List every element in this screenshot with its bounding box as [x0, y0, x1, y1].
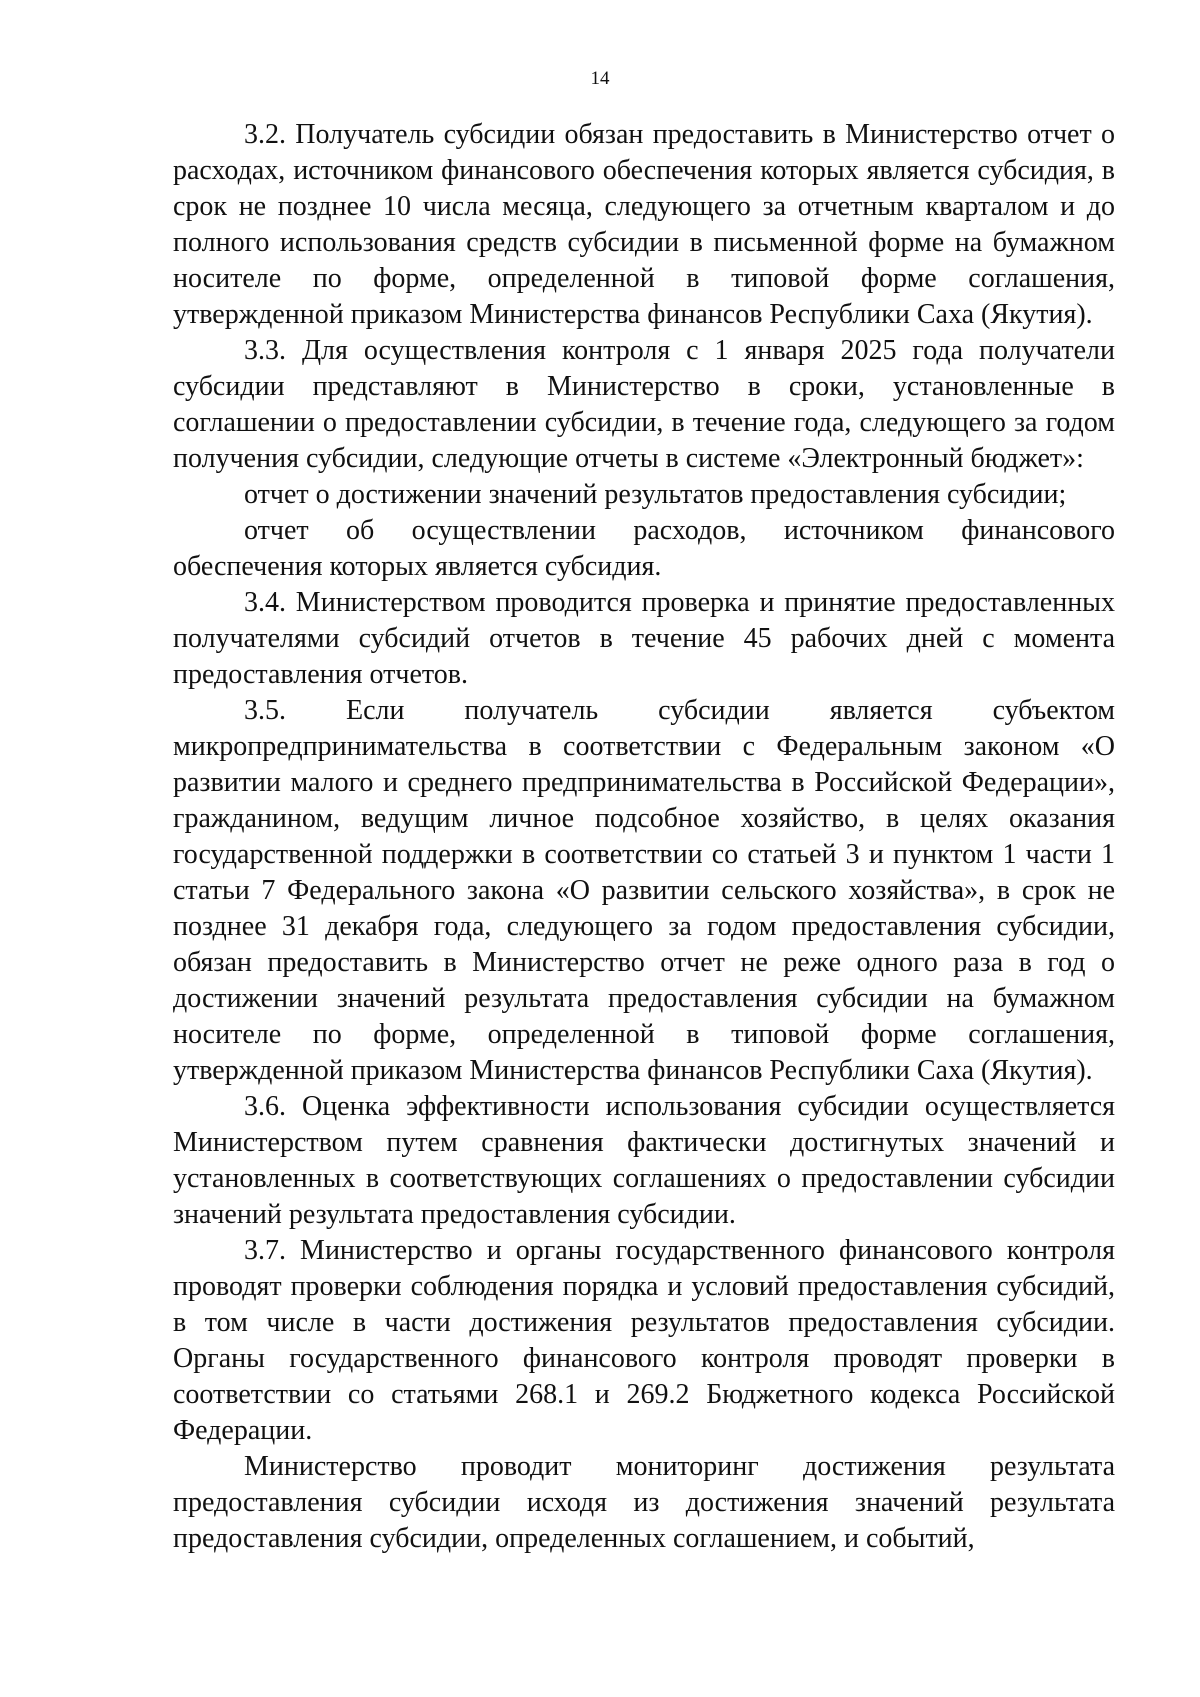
paragraph-3-7: 3.7. Министерство и органы государственного финансового контроля проводят проверки соблюдения порядка и условий предоставления субсидий, в том числе в части достижения результатов предоставления субсидии. Органы государственного финансового контроля проводят проверки в соответствии со статьями 268.1 и 269.2 Бюджетного кодекса Российской Федерации.: [173, 1235, 1115, 1446]
paragraph-monitoring: Министерство проводит мониторинг достижения результата предоставления субсидии исходя из достижения значений результата предоставления субсидии, определенных соглашением, и событий,: [173, 1451, 1115, 1554]
page-number: 14: [590, 68, 610, 89]
document-body: [173, 117, 1115, 1557]
report-item-expenses: отчет об осуществлении расходов, источником финансового обеспечения которых является субсидия.: [173, 515, 1115, 582]
paragraph-3-3: 3.3. Для осуществления контроля с 1 января 2025 года получатели субсидии представляют в Министерство в сроки, установленные в соглашении о предоставлении субсидии, в течение года, следующего за годом получения субсидии, следующие отчеты в системе «Электронный бюджет»:: [173, 335, 1115, 474]
paragraph-3-5: 3.5. Если получатель субсидии является субъектом микропредпринимательства в соответствии с Федеральным законом «О развитии малого и среднего предпринимательства в Российской Федерации», гражданином, ведущим личное подсобное хозяйство, в целях оказания государственной поддержки в соответствии со статьей 3 и пунктом 1 части 1 статьи 7 Федерального закона «О развитии сельского хозяйства», в срок не позднее 31 декабря года, следующего за годом предоставления субсидии, обязан предоставить в Министерство отчет не реже одного раза в год о достижении значений результата предоставления субсидии на бумажном носителе по форме, определенной в типовой форме соглашения, утвержденной приказом Министерства финансов Республики Саха (Якутия).: [173, 695, 1115, 1086]
report-item-results: отчет о достижении значений результатов предоставления субсидии;: [244, 479, 1067, 510]
paragraph-3-4: 3.4. Министерством проводится проверка и принятие предоставленных получателями субсидий отчетов в течение 45 рабочих дней с момента предоставления отчетов.: [173, 587, 1115, 690]
paragraph-3-2: 3.2. Получатель субсидии обязан предоставить в Министерство отчет о расходах, источником финансового обеспечения которых является субсидия, в срок не позднее 10 числа месяца, следующего за отчетным кварталом и до полного использования средств субсидии в письменной форме на бумажном носителе по форме, определенной в типовой форме соглашения, утвержденной приказом Министерства финансов Республики Саха (Якутия).: [173, 119, 1115, 330]
paragraph-3-6: 3.6. Оценка эффективности использования субсидии осуществляется Министерством путем сравнения фактически достигнутых значений и установленных в соответствующих соглашениях о предоставлении субсидии значений результата предоставления субсидии.: [173, 1091, 1115, 1230]
